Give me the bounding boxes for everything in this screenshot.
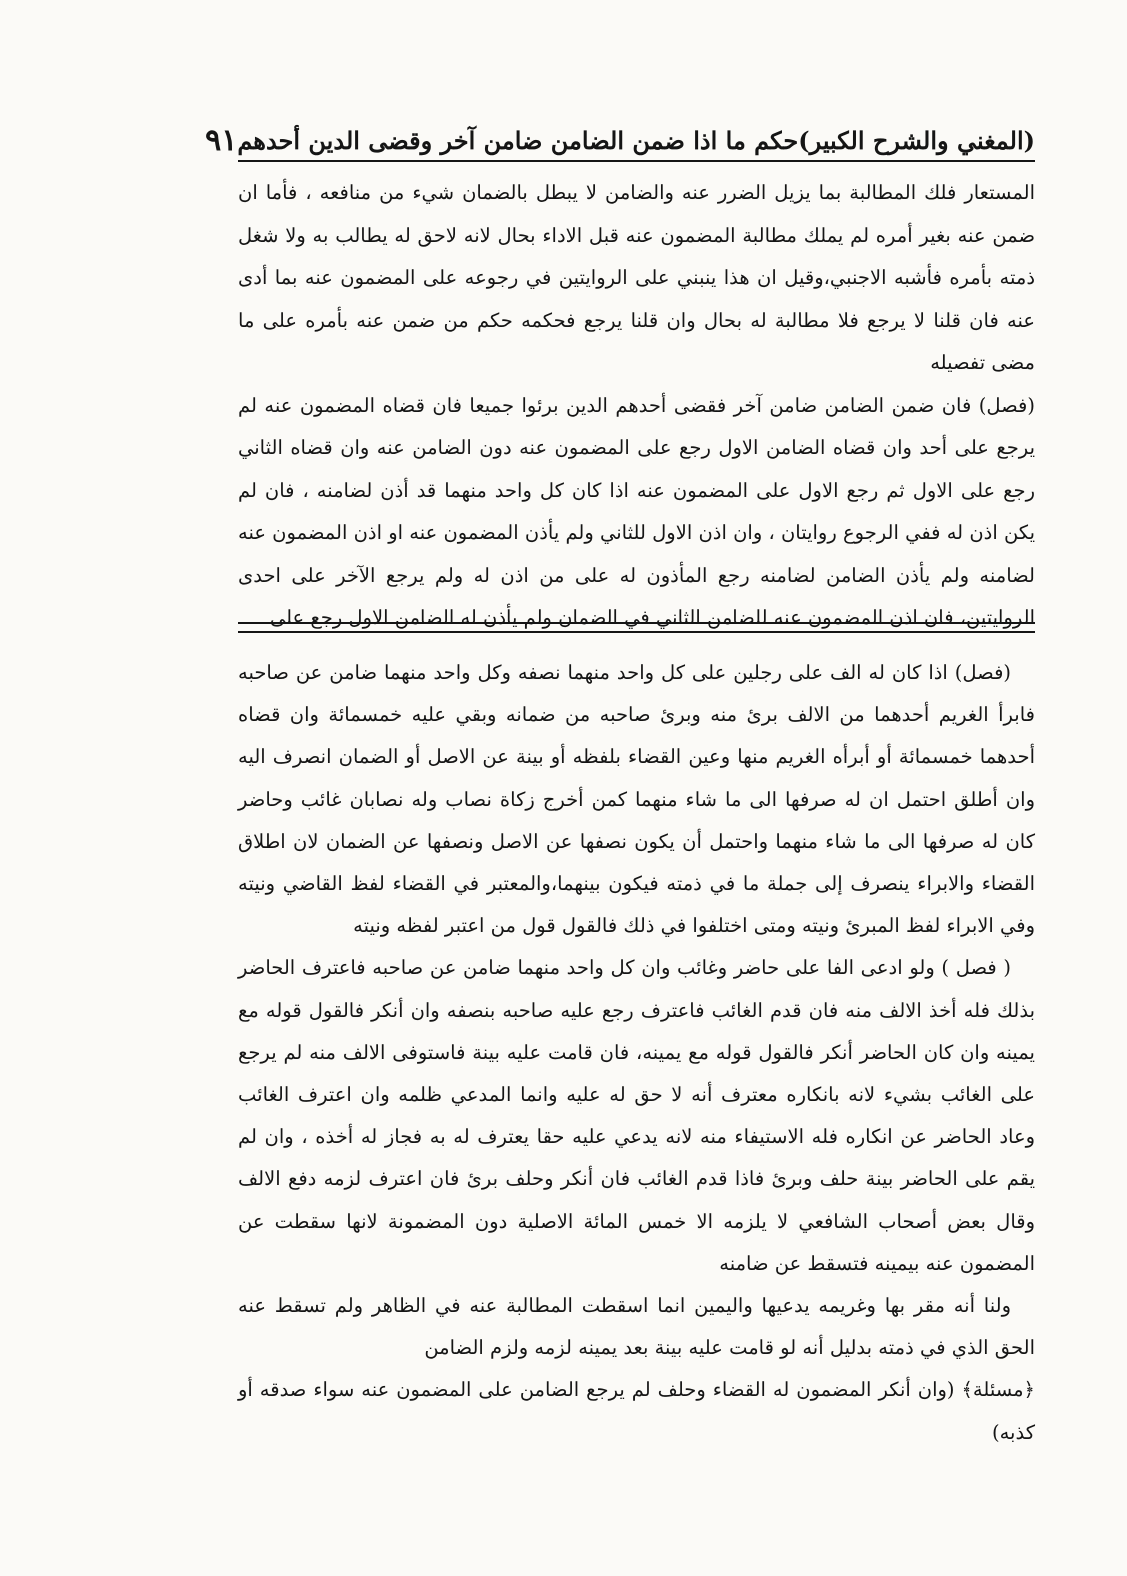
book-title: (المغني والشرح الكبير) [798,125,1035,155]
main-paragraph: المستعار فلك المطالبة بما يزيل الضرر عنه والضامن لا يبطل بالضمان شيء من منافعه ، فأما ان ضمن عنه بغير أمره لم يملك مطالبة المضمون عنه قبل الاداء بحال لانه لاحق له يطالب به ولا شغل ذمته بأمره فأشبه الاجنبي،وقيل ان هذا ينبني على الروايتين في رجوعه على المضمون عنه بما أدى عنه فان قلنا لا يرجع فلا مطالبة له بحال وان قلنا يرجع فحكمه حكم من ضمن عنه بأمره على ما مضى تفصيله [238,181,1035,374]
section-divider [238,622,1035,633]
main-text-block [238,172,1035,640]
commentary-paragraph: ولنا أنه مقر بها وغريمه يدعيها واليمين انما اسقطت المطالبة عنه في الظاهر ولم تسقط عنه الحق الذي في ذمته بدليل أنه لو قامت عليه بينة بعد يمينه لزمه ولزم الضامن [238,1294,1035,1360]
running-title: حكم ما اذا ضمن الضامن ضامن آخر وقضى الدين أحدهم [237,125,799,155]
commentary-paragraph: (فصل) اذا كان له الف على رجلين على كل واحد منهما نصفه وكل واحد منهما ضامن عن صاحبه فابرأ الغريم أحدهما من الالف برئ منه وبرئ صاحبه من ضمانه وبقي عليه خمسمائة وان قضاه أحدهما خمسمائة أو أبرأه الغريم منها وعين القضاء بلفظه أو بينة عن الاصل أو الضمان انصرف اليه وان أطلق احتمل ان له صرفها الى ما شاء منهما كمن أخرج زكاة نصاب وله نصابان غائب وحاضر كان له صرفها الى ما شاء منهما واحتمل أن يكون نصفها عن الاصل ونصفها عن الضمان لان اطلاق القضاء والابراء ينصرف إلى جملة ما في ذمته فيكون بينهما،والمعتبر في القضاء لفظ القاضي ونيته وفي الابراء لفظ المبرئ ونيته ومتى اختلفوا في ذلك فالقول قول من اعتبر لفظه ونيته [238,661,1035,938]
commentary-paragraph: ( فصل ) ولو ادعى الفا على حاضر وغائب وان كل واحد منهما ضامن عن صاحبه فاعترف الحاضر بذلك فله أخذ الالف منه فان قدم الغائب فاعترف رجع عليه صاحبه بنصفه وان أنكر فالقول قوله مع يمينه وان كان الحاضر أنكر فالقول قوله مع يمينه، فان قامت عليه بينة فاستوفى الالف منه لم يرجع على الغائب بشيء لانه بانكاره معترف أنه لا حق له عليه وانما المدعي ظلمه وان اعترف الغائب وعاد الحاضر عن انكاره فله الاستيفاء منه لانه يدعي عليه حقا يعترف له به فجاز له أخذه ، وان لم يقم على الحاضر بينة حلف وبرئ فاذا قدم الغائب فان أنكر وحلف برئ فان اعترف لزمه دفع الالف وقال بعض أصحاب الشافعي لا يلزمه الا خمس المائة الاصلية دون المضمونة لانها سقطت عن المضمون عنه بيمينه فتسقط عن ضامنه [238,956,1035,1275]
header-rule [238,160,1035,162]
masala-heading-paragraph: ﴿مسئلة﴾ (وان أنكر المضمون له القضاء وحلف لم يرجع الضامن على المضمون عنه سواء صدقه أو كذبه) [238,1378,1035,1444]
page-number: ٩١ [205,122,238,158]
commentary-text-block [238,652,1035,1454]
main-paragraph: (فصل) فان ضمن الضامن ضامن آخر فقضى أحدهم الدين برئوا جميعا فان قضاه المضمون عنه لم يرجع على أحد وان قضاه الضامن الاول رجع على المضمون عنه دون الضامن عنه وان قضاه الثاني رجع على الاول ثم رجع الاول على المضمون عنه اذا كان كل واحد منهما قد أذن لضامنه ، فان لم يكن اذن له ففي الرجوع روايتان ، وان اذن الاول للثاني ولم يأذن المضمون عنه او اذن المضمون عنه لضامنه ولم يأذن الضامن لضامنه رجع المأذون له على من اذن له ولم يرجع الآخر على احدى الروايتين، فان اذن المضمون عنه للضامن الثاني في الضمان ولم يأذن له الضامن الاول رجع على [238,393,1035,629]
page-header [205,120,1035,160]
